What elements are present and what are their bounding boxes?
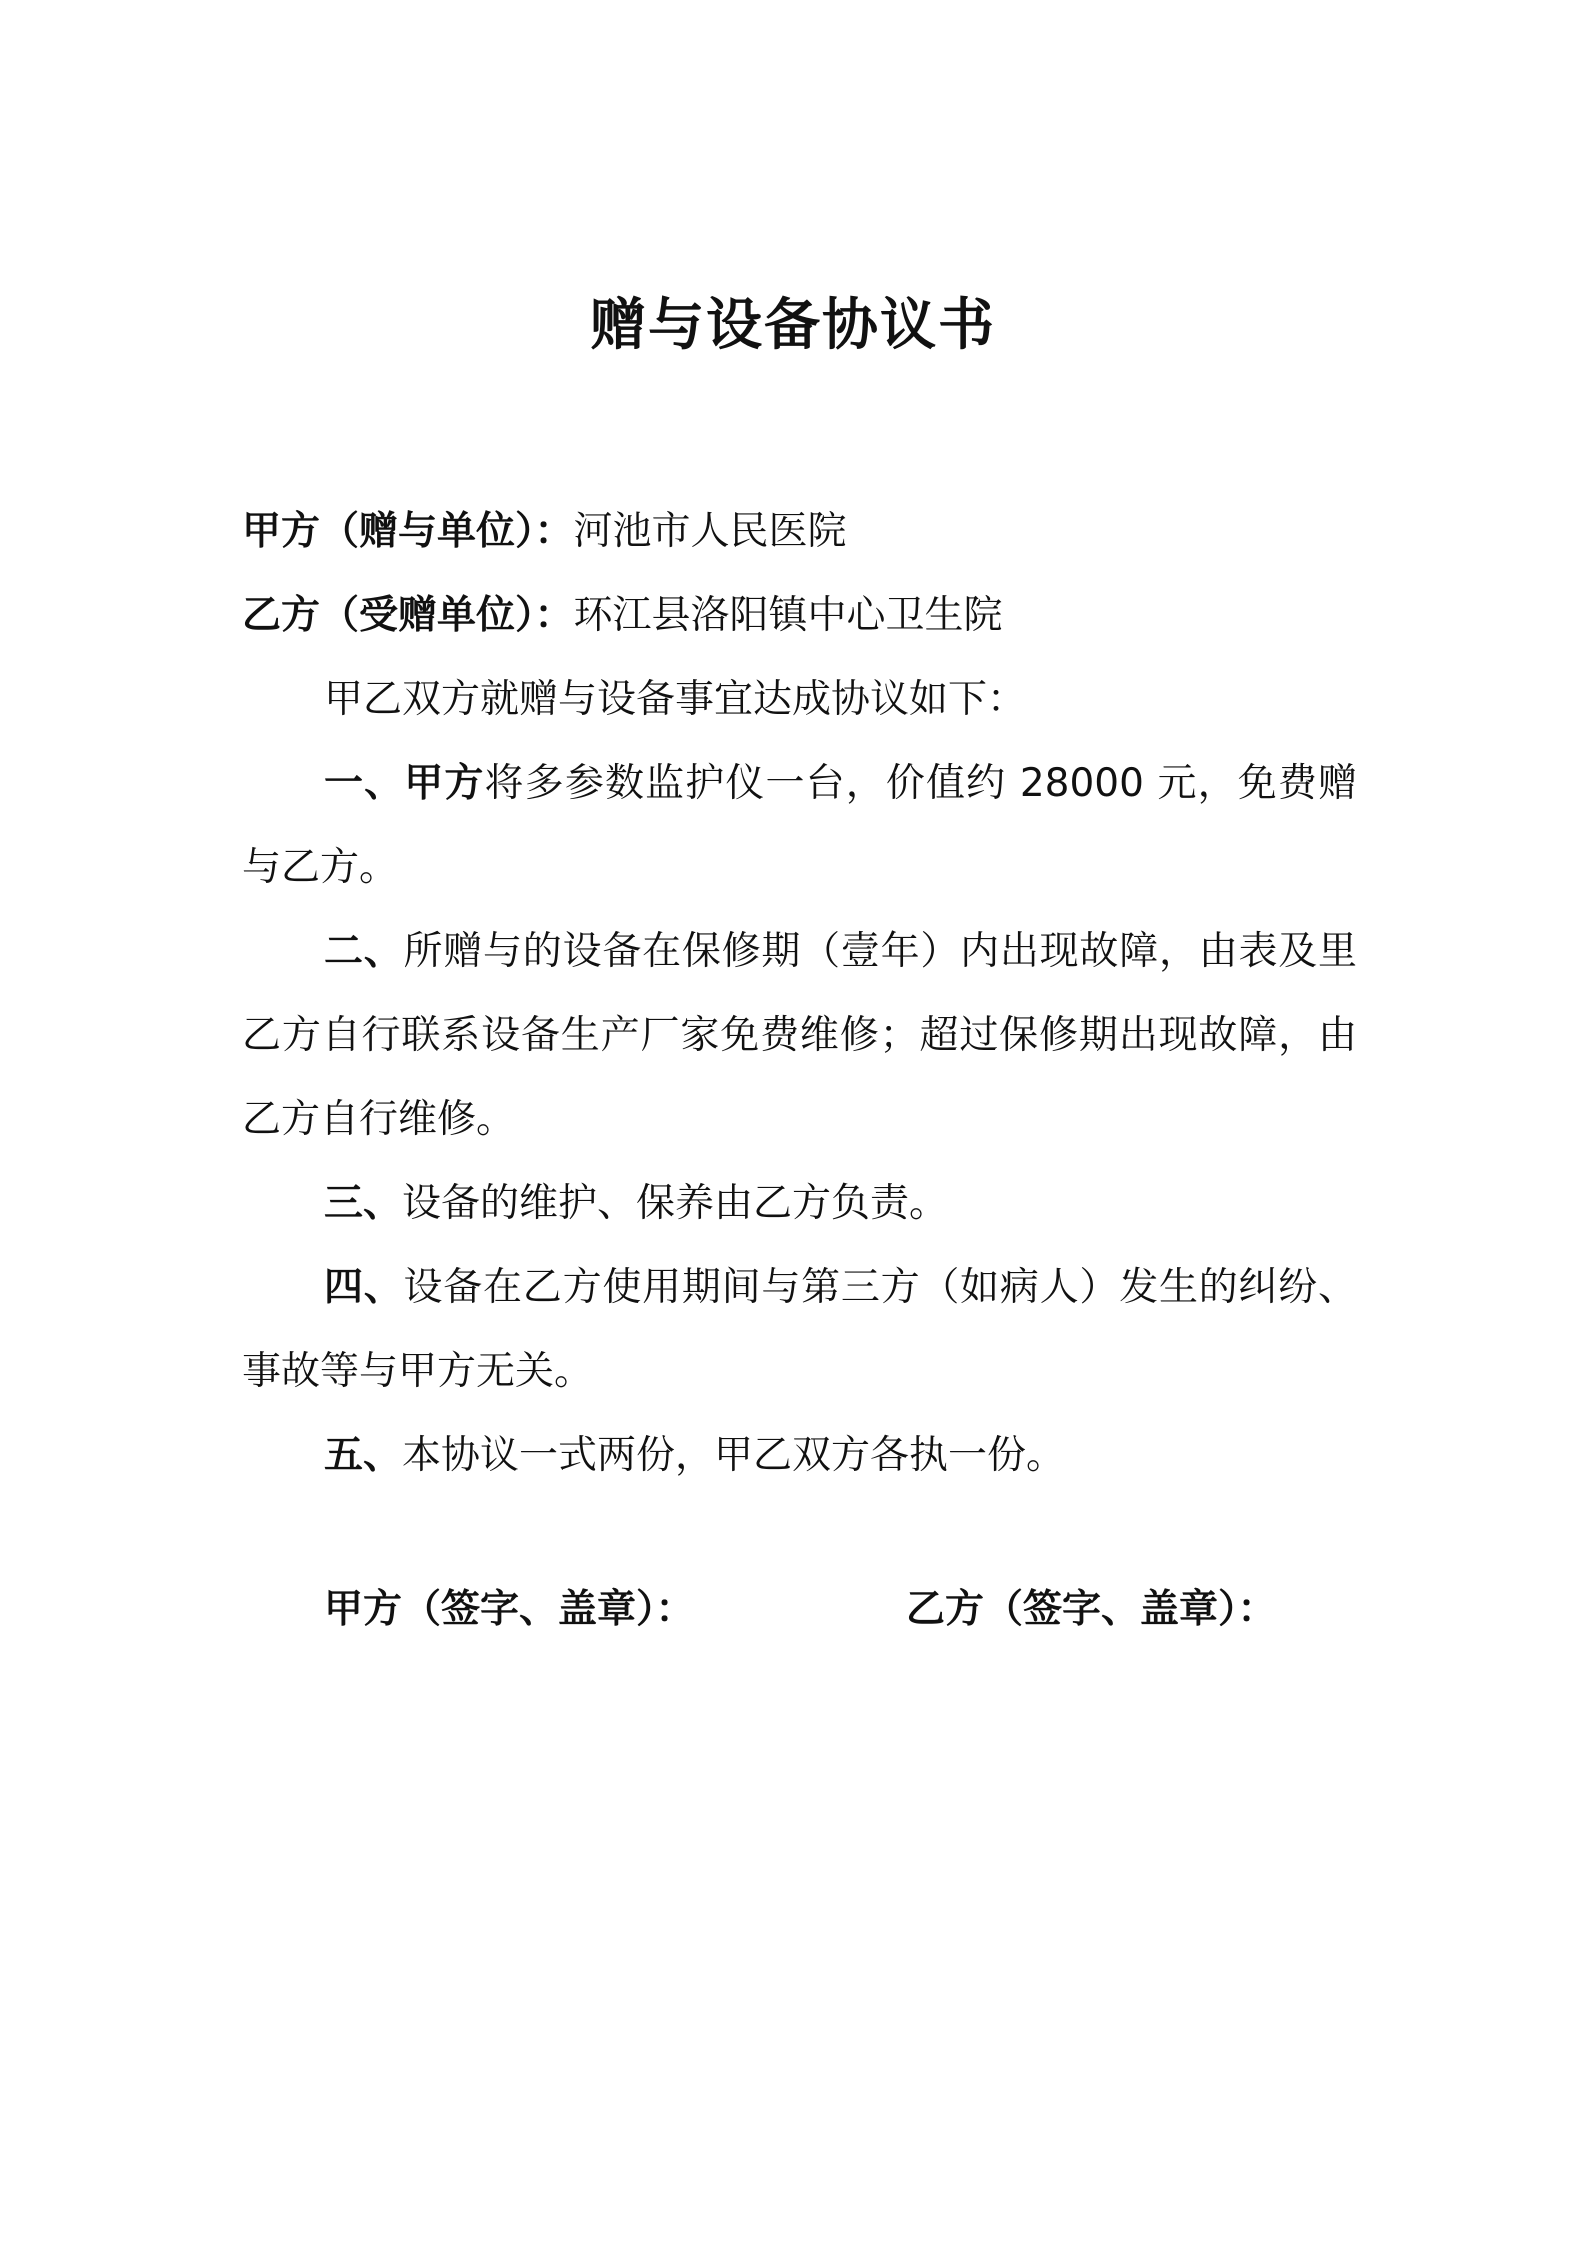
- clause-5-text: 本协议一式两份，甲乙双方各执一份。: [402, 1433, 1066, 1478]
- document-body: [242, 490, 1362, 1498]
- clause-3-head: 三、: [324, 1181, 403, 1226]
- clause-1-head: 一、甲方: [324, 761, 485, 806]
- party-a-signature-label: 甲方（签字、盖章）：: [324, 1587, 695, 1632]
- clause-4: [242, 1246, 1357, 1414]
- clause-1: [242, 742, 1357, 910]
- document-title: 赠与设备协议书: [590, 293, 996, 358]
- clause-4-text: 设备在乙方使用期间与第三方（如病人）发生的纠纷、事故等与甲方无关。: [242, 1265, 1357, 1394]
- party-b-signature-label: 乙方（签字、盖章）：: [906, 1587, 1277, 1632]
- clause-2-head: 二、: [324, 929, 404, 974]
- party-a-label: 甲方（赠与单位）：: [242, 509, 574, 554]
- clause-2: [242, 910, 1357, 1162]
- party-b-name: 环江县洛阳镇中心卫生院: [573, 593, 1003, 638]
- party-b-line: [242, 574, 1362, 658]
- agreement-intro: 甲乙双方就赠与设备事宜达成协议如下：: [324, 677, 1027, 722]
- clause-3: [242, 1162, 1357, 1246]
- clause-2-text: 所赠与的设备在保修期（壹年）内出现故障，由表及里乙方自行联系设备生产厂家免费维修；超过保修期出现故障，由乙方自行维修。: [242, 929, 1357, 1142]
- clause-5: [242, 1414, 1357, 1498]
- party-a-line: [242, 490, 1362, 574]
- party-a-name: 河池市人民医院: [573, 509, 847, 554]
- clause-5-head: 五、: [324, 1433, 403, 1478]
- clause-3-text: 设备的维护、保养由乙方负责。: [402, 1181, 949, 1226]
- clause-4-head: 四、: [324, 1265, 404, 1310]
- clause-1-text: 将多参数监护仪一台，价值约 28000 元，免费赠与乙方。: [242, 761, 1357, 890]
- party-b-label: 乙方（受赠单位）：: [242, 593, 574, 638]
